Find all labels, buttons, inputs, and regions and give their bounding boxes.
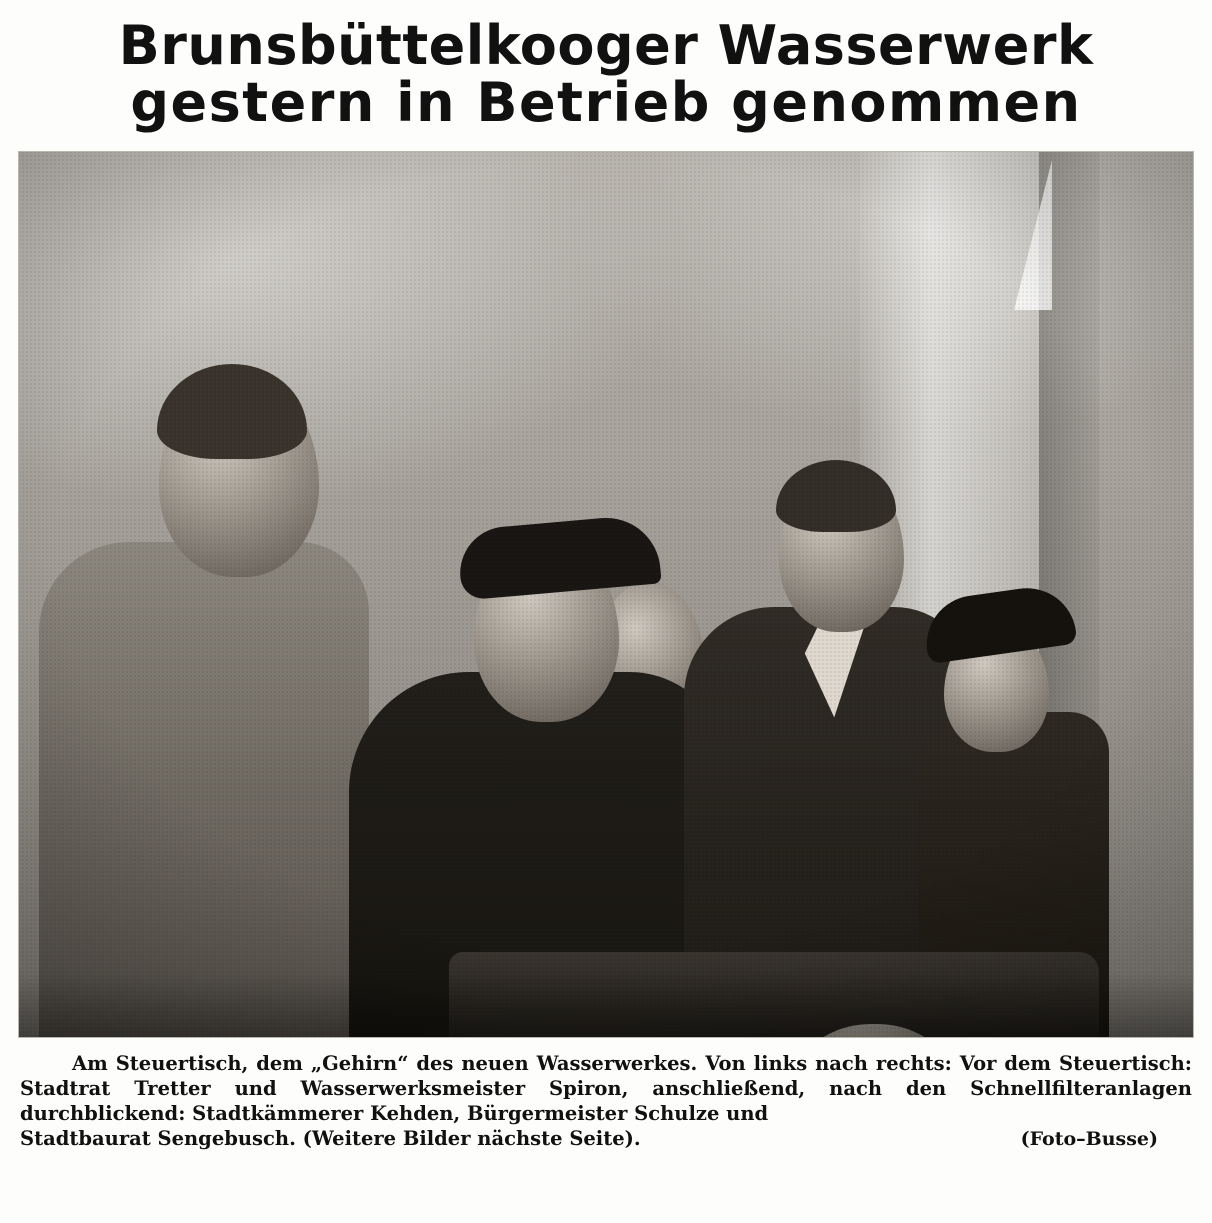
caption-last-line-text: Stadtbaurat Sengebusch. (Weitere Bilder nächste Seite). [20,1127,641,1151]
headline-line-2: gestern in Betrieb genommen [130,70,1082,134]
headline-line-1: Brunsbüttelkooger Wasserwerk [118,14,1094,77]
page-title [0,0,1212,137]
photograph [18,151,1194,1038]
photo-vignette [19,152,1193,1037]
photo-caption-last-line [20,1127,1192,1152]
photo-caption [20,1052,1192,1127]
caption-text: Am Steuertisch, dem „Gehirn“ des neuen Wasserwerkes. Von links nach rechts: Vor dem Steuertisch: Stadtrat Tretter und Wasserwerksmeister Spiron, anschließend, nach den Schnellfilteranlagen durchblickend: Stadtkämmerer Kehden, Bürgermeister Schulze und [20,1052,1192,1126]
photo-credit: (Foto–Busse) [1020,1128,1158,1151]
